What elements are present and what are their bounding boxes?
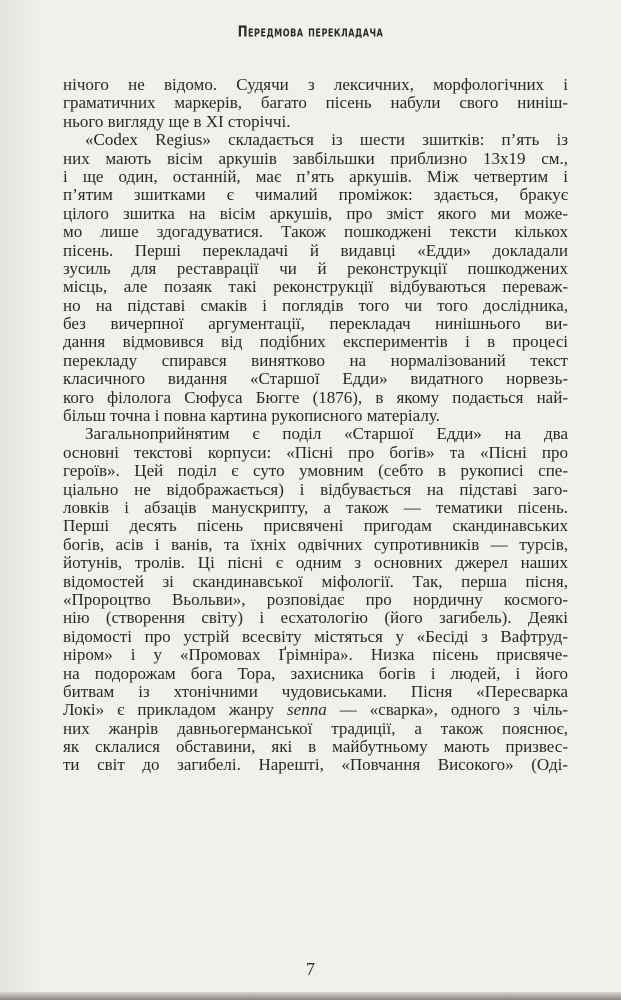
text-line: богів, асів і ванів, та їхніх одвічних супротивників — турсів, xyxy=(63,534,568,554)
text-line: місць, але позаяк такі реконструкції відбуваються переваж- xyxy=(63,277,568,297)
text-line: п’ятим зшитками є чималий проміжок: здається, бракує xyxy=(63,185,568,205)
text-line: ти світ до загибелі. Нарешті, «Повчання Високого» (Оді- xyxy=(63,755,568,775)
text-line: йотунів, тролів. Ці пісні є одним з основних джерел наших xyxy=(63,553,568,573)
text-line: «Codex Regius» складається із шести зшитків: п’ять із xyxy=(85,130,568,150)
text-line: Перші десять пісень присвячені пригодам скандинавських xyxy=(63,516,568,536)
paragraph xyxy=(63,131,568,425)
running-head: Передмова перекладача xyxy=(237,23,384,42)
text-line: дання відмовився від подібних експериментів і в процесі xyxy=(63,332,568,352)
text-line: пісень. Перші перекладачі й видавці «Едди» докладали xyxy=(63,240,568,260)
page-number: 7 xyxy=(306,959,315,979)
text-segment: — «сварка», одного з чіль- xyxy=(326,700,568,720)
text-line: цілого зшитка на вісім аркушів, про зміст якого ми може- xyxy=(63,203,568,223)
text-line: Загальноприйнятим є поділ «Старшої Едди» на два xyxy=(85,424,568,444)
paragraph xyxy=(63,76,568,131)
text-line: них жанрів давньогерманської традиції, а також пояснює, xyxy=(63,718,568,738)
text-line: зусиль для реставрації чи й реконструкції пошкоджених xyxy=(63,258,568,278)
text-line: ціально не відображається) і відбувається на підставі заго- xyxy=(63,479,568,499)
page-gutter-shadow xyxy=(0,0,40,1000)
text-line: перекладу спирався винятково на нормалізований текст xyxy=(63,350,568,370)
text-line: і ще один, останній, має п’ять аркушів. Між четвертим і xyxy=(63,166,568,186)
text-line: граматичних маркерів, багато пісень набули свого ниніш- xyxy=(63,93,568,113)
text-line: но на підставі смаків і поглядів того чи того дослідника, xyxy=(63,295,568,315)
italic-term: senna xyxy=(287,700,327,720)
text-line: битвам із хтонічними чудовиськами. Пісня «Пересварка xyxy=(63,681,568,701)
text-line: більш точна і повна картина рукописного матеріалу. xyxy=(63,406,440,426)
text-line: нічого не відомо. Судячи з лексичних, морфологічних і xyxy=(63,75,568,94)
text-line: як склалися обставини, які в майбутньому мають призвес- xyxy=(63,737,568,757)
text-line: відомості про устрій всесвіту містяться у «Бесіді з Вафтруд- xyxy=(63,626,568,646)
page-bottom-edge xyxy=(0,992,621,1000)
text-line: нію (створення світу) і есхатологію (його загибель). Деякі xyxy=(63,608,568,628)
text-segment: Локі» є прикладом жанру xyxy=(63,700,288,720)
text-line: на подорожам бога Тора, захисника богів і людей, і його xyxy=(63,663,568,683)
text-line: відомостей зі скандинавської міфології. Так, перша пісня, xyxy=(63,571,568,591)
paragraph xyxy=(63,425,568,774)
text-line xyxy=(63,701,568,719)
text-line: класичного видання «Старшої Едди» видатного норвезь- xyxy=(63,369,568,389)
text-line: основні текстові корпуси: «Пісні про богів» та «Пісні про xyxy=(63,442,568,462)
text-line: ловків і абзаців манускрипту, а також — тематики пісень. xyxy=(63,497,568,517)
text-line: «Пророцтво Вьольви», розповідає про нордичну космого- xyxy=(63,589,568,609)
text-line: них мають вісім аркушів завбільшки приблизно 13х19 см., xyxy=(63,148,568,168)
text-line: нього вигляду ще в XI сторіччі. xyxy=(63,111,291,131)
text-line: героїв». Цей поділ є суто умовним (себто в рукописі спе- xyxy=(63,461,568,481)
text-line: без вичерпної аргументації, перекладач нинішнього ви- xyxy=(63,314,568,334)
body-text xyxy=(63,76,568,775)
text-line: мо лише здогадуватися. Також пошкоджені тексти кількох xyxy=(63,222,568,242)
text-line: ніром» і у «Промовах Ґрімніра». Низка пісень присвяче- xyxy=(63,645,568,665)
text-line: кого філолога Сюфуса Бюгге (1876), в якому подається най- xyxy=(63,387,568,407)
